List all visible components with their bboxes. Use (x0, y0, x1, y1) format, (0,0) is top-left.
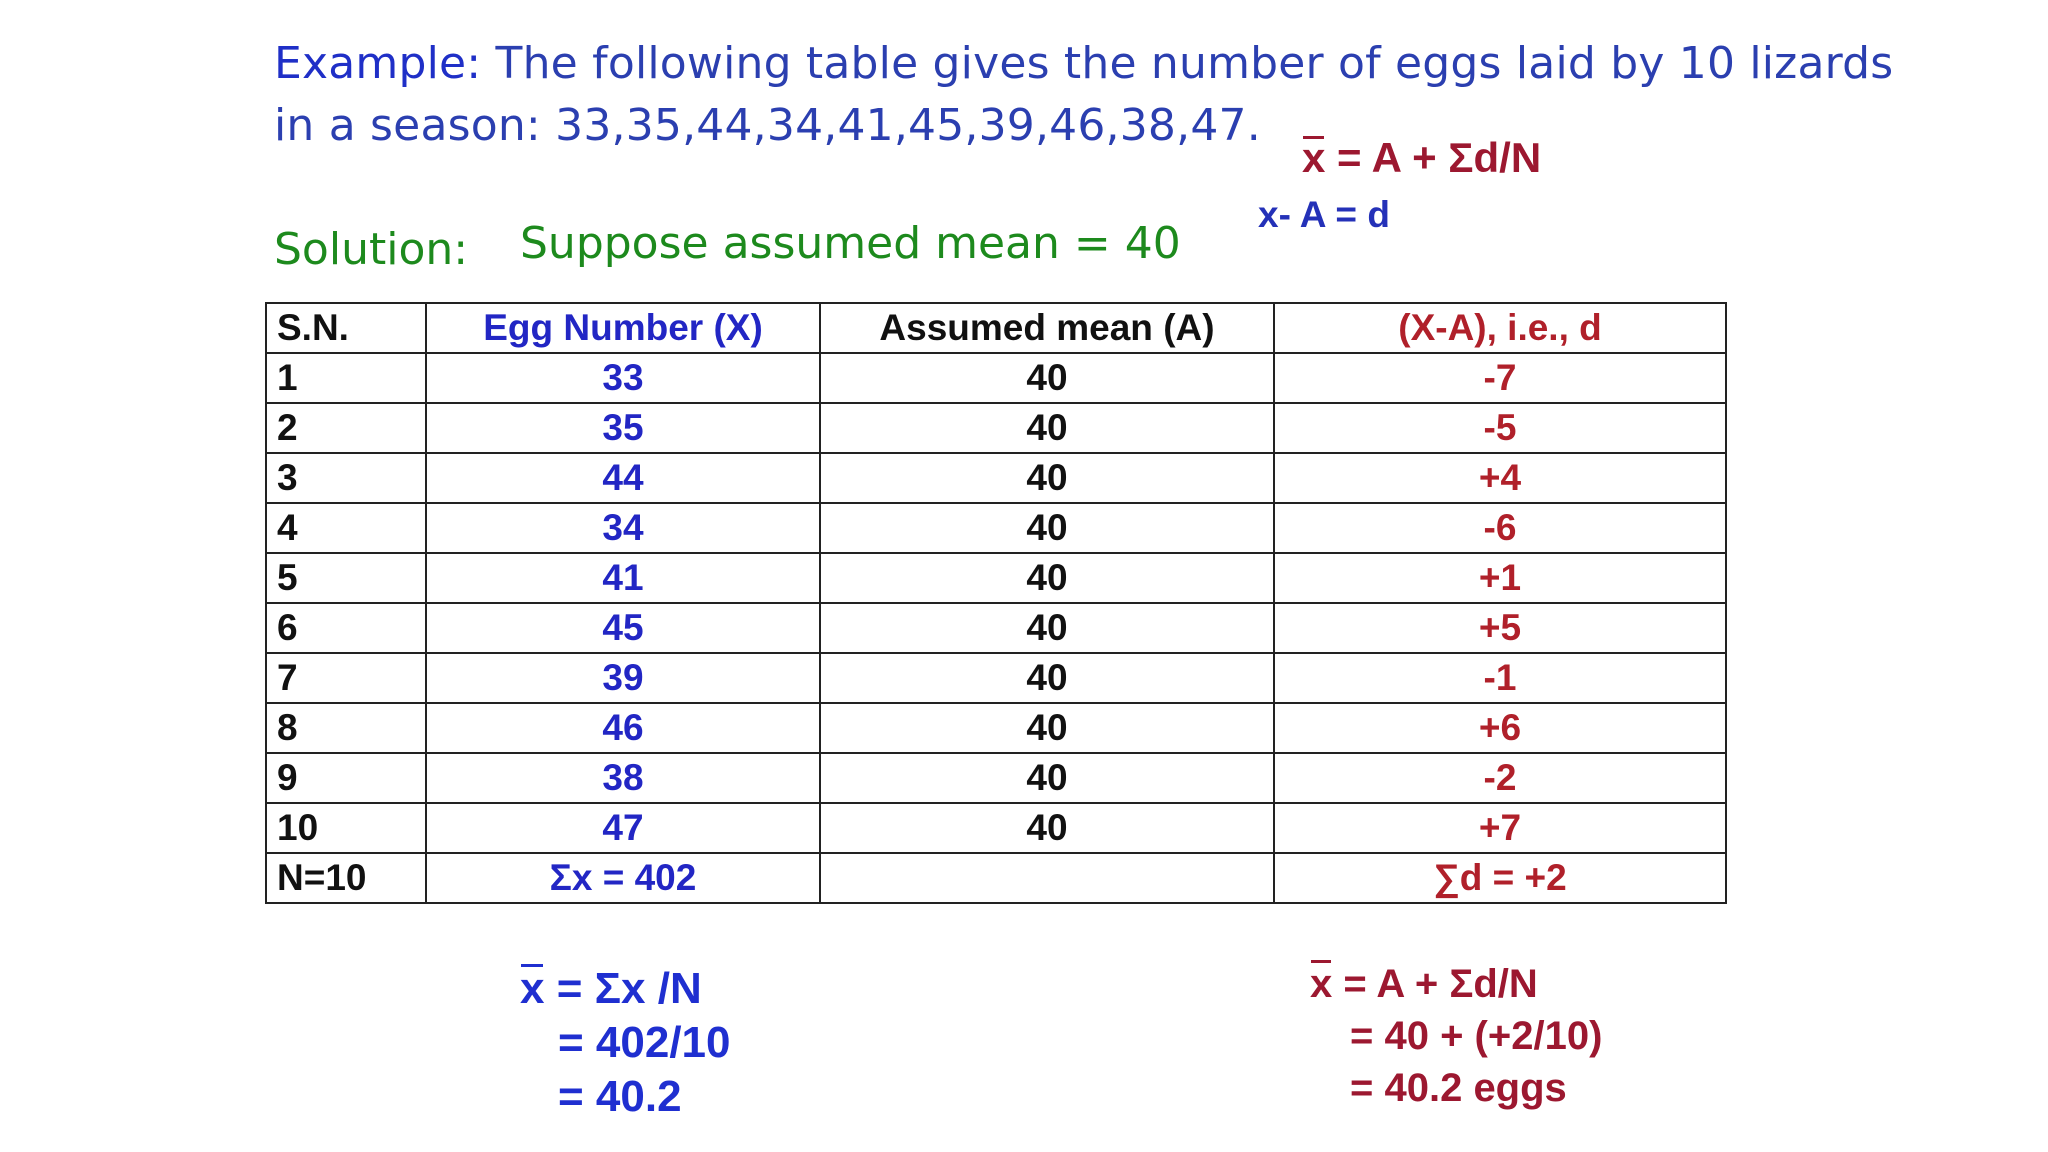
table-row (266, 603, 1726, 653)
direct-line-2: = 402/10 (558, 1018, 731, 1067)
direct-line-3: = 40.2 (558, 1072, 682, 1121)
header-sn: S.N. (266, 303, 426, 353)
cell-egg-number: 45 (426, 603, 820, 653)
cell-assumed-mean: 40 (820, 503, 1274, 553)
cell-assumed-mean: 40 (820, 753, 1274, 803)
cell-sn: 1 (266, 353, 426, 403)
mean-symbol: x (1310, 958, 1332, 1010)
solution-text: Suppose assumed mean = 40 (520, 218, 1181, 269)
cell-sn: 7 (266, 653, 426, 703)
mean-symbol: x (520, 962, 544, 1016)
example-text-1: The following table gives the number of eggs laid by 10 lizards (495, 38, 1894, 89)
cell-sn: 5 (266, 553, 426, 603)
cell-egg-number: 38 (426, 753, 820, 803)
cell-sn: 4 (266, 503, 426, 553)
cell-deviation: -7 (1274, 353, 1726, 403)
cell-egg-number: 33 (426, 353, 820, 403)
cell-egg-number: 41 (426, 553, 820, 603)
cell-sn: 8 (266, 703, 426, 753)
footer-total-count: N=10 (266, 853, 426, 903)
solution-label: Solution: (274, 224, 469, 275)
table-row (266, 453, 1726, 503)
cell-assumed-mean: 40 (820, 353, 1274, 403)
cell-egg-number: 46 (426, 703, 820, 753)
example-line-1 (274, 38, 1893, 89)
footer-sum-d: ∑d = +2 (1274, 853, 1726, 903)
cell-egg-number: 34 (426, 503, 820, 553)
cell-assumed-mean: 40 (820, 453, 1274, 503)
table-header-row (266, 303, 1726, 353)
table-row (266, 753, 1726, 803)
example-line-2: in a season: 33,35,44,34,41,45,39,46,38,47. (274, 100, 1261, 151)
deviation-formula: x- A = d (1258, 194, 1390, 235)
assumed-line-3: = 40.2 eggs (1350, 1066, 1567, 1110)
direct-line-1-rest: = Σx /N (556, 964, 702, 1013)
cell-egg-number: 47 (426, 803, 820, 853)
table-row (266, 353, 1726, 403)
cell-deviation: +1 (1274, 553, 1726, 603)
cell-sn: 2 (266, 403, 426, 453)
table-footer-row (266, 853, 1726, 903)
cell-assumed-mean: 40 (820, 403, 1274, 453)
assumed-method-calculation (1310, 958, 1602, 1114)
assumed-mean-formula-rest: = A + Σd/N (1337, 134, 1542, 181)
cell-deviation: +6 (1274, 703, 1726, 753)
cell-deviation: +4 (1274, 453, 1726, 503)
cell-assumed-mean: 40 (820, 603, 1274, 653)
header-deviation: (X-A), i.e., d (1274, 303, 1726, 353)
cell-deviation: -6 (1274, 503, 1726, 553)
cell-sn: 10 (266, 803, 426, 853)
direct-method-calculation (520, 962, 731, 1124)
assumed-line-1 (1310, 958, 1602, 1010)
cell-assumed-mean: 40 (820, 703, 1274, 753)
table-row (266, 503, 1726, 553)
table-row (266, 553, 1726, 603)
cell-assumed-mean: 40 (820, 803, 1274, 853)
mean-symbol: x (1302, 134, 1326, 181)
cell-sn: 6 (266, 603, 426, 653)
cell-sn: 3 (266, 453, 426, 503)
assumed-mean-formula (1302, 134, 1541, 182)
assumed-line-2: = 40 + (+2/10) (1350, 1014, 1603, 1058)
cell-egg-number: 35 (426, 403, 820, 453)
example-label: Example: (274, 38, 482, 89)
assumed-line-1-rest: = A + Σd/N (1343, 962, 1538, 1006)
cell-egg-number: 39 (426, 653, 820, 703)
cell-deviation: -2 (1274, 753, 1726, 803)
cell-deviation: -5 (1274, 403, 1726, 453)
table-row (266, 703, 1726, 753)
header-egg-number: Egg Number (X) (426, 303, 820, 353)
cell-deviation: -1 (1274, 653, 1726, 703)
cell-egg-number: 44 (426, 453, 820, 503)
egg-data-table (265, 302, 1727, 904)
direct-line-1 (520, 962, 731, 1016)
table-row (266, 653, 1726, 703)
footer-sum-x: Σx = 402 (426, 853, 820, 903)
cell-assumed-mean: 40 (820, 553, 1274, 603)
cell-deviation: +7 (1274, 803, 1726, 853)
cell-deviation: +5 (1274, 603, 1726, 653)
cell-assumed-mean: 40 (820, 653, 1274, 703)
cell-sn: 9 (266, 753, 426, 803)
header-assumed-mean: Assumed mean (A) (820, 303, 1274, 353)
footer-empty (820, 853, 1274, 903)
table-row (266, 803, 1726, 853)
table-row (266, 403, 1726, 453)
